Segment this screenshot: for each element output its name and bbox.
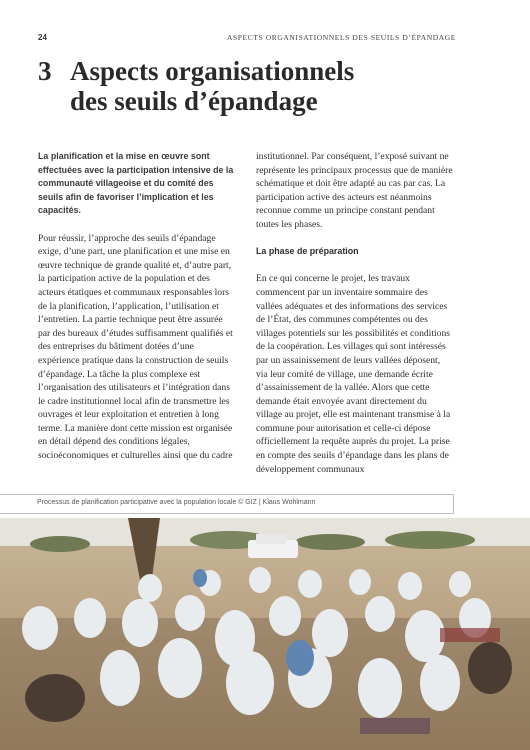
meeting-photo-illustration [0,518,530,750]
running-head: ASPECTS ORGANISATIONNELS DES SEUILS D’ÉPANDAGE [226,33,456,42]
chapter-title-lines [70,56,460,116]
body-paragraph-right: En ce qui concerne le projet, les travaux commencent par un inventaire sommaire des vallées adéquates et des informations des services de l’État, des communes compétentes ou des villages potentiels sur les possibilités et conditions de la coopération. Les villages qui sont intéressés par un assainissement de leurs vallées déposent, via leur comité de village, une demande écrite d’assainissement de la vallée. Alors que cette demande était envoyée avant directement du village au projet, elle est maintenant transmise à la commune pour autorisation et celle-ci dépose officiellement la requête auprès du projet. La prise en compte des seuils d’épandage dans les plans de développement communaux [256,273,451,475]
body-paragraph-left: Pour réussir, l’approche des seuils d’épandage exige, d’une part, une planification et une mise en œuvre technique de grande qualité et, d’autre part, la participation active de la population et des acteurs étatiques et communaux responsables lors de la planification, l’application, l’utilisation et l’entretien. La partie technique peut être assurée par des bureaux d’études suffisamment qualifiés et des entreprises du bâtiment dotées d’une expérience pratique dans la construction de seuils d’épandage. La tâche la plus complexe est l’organisation des utilisateurs et l’intégration dans le cadre institutionnel local afin de transmettre les ouvrages et leur exploitation et entretien à long terme. La manière dont cette mission est organisée en détail dépend des conditions légales, socioéconomiques et culturelles ainsi que du cadre [38,232,233,462]
continuation-paragraph: institutionnel. Par conséquent, l’exposé suivant ne représente les principaux processus que de manière schématique et doit être adapté au cas par cas. La participation active des acteurs est néanmoins reconnue comme un principe constant pendant toutes les phases. [256,151,453,230]
chapter-title-line-2: des seuils d’épandage [70,86,318,116]
figure-caption: Processus de planification participative avec la population locale © GIZ | Klaus Wohlmann [37,499,316,506]
page-number: 24 [38,33,47,42]
left-column [38,150,236,463]
section-subheading: La phase de préparation [256,246,359,257]
chapter-number: 3 [38,56,52,86]
intro-paragraph: La planification et la mise en œuvre sont effectuées avec la participation intensive de la communauté villageoise et du comité des seuils afin de favoriser l’implication et les capacités. [38,151,234,216]
meeting-photo [0,518,530,750]
chapter-title-line-1: Aspects organisationnels [70,56,355,86]
right-column [256,150,454,476]
figure-caption-box [0,494,454,514]
